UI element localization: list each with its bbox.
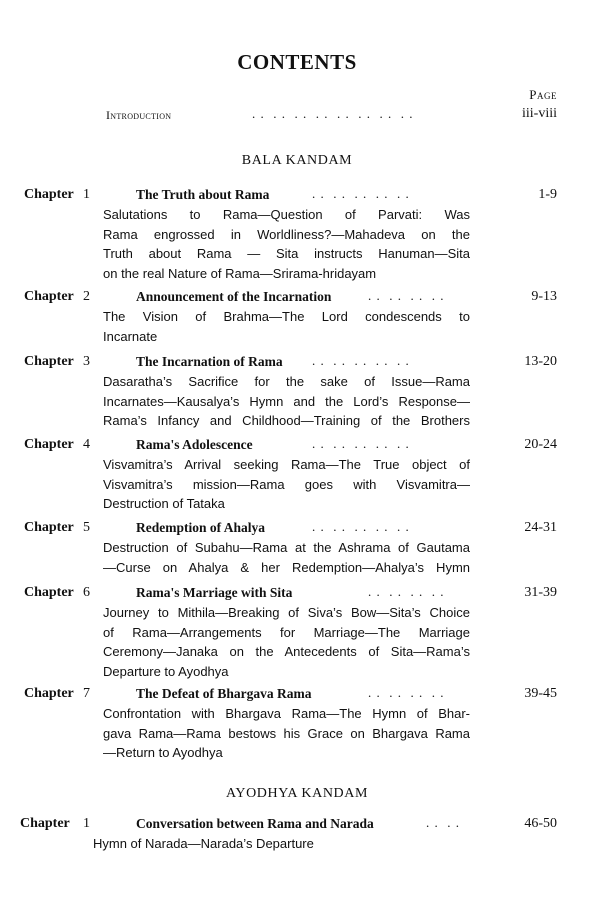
chapter-title: Rama's Adolescence [136,437,253,452]
chapter-description [103,455,470,514]
description-line: Journey to Mithila—Breaking of Siva’s Bow—Sita’s Choice [103,605,470,620]
chapter-description [103,538,470,577]
chapter-title: Redemption of Ahalya [136,520,266,535]
chapter-label: Chapter [24,187,74,202]
leader-dots: . . . . . . . . [368,288,445,303]
description-line: Truth about Rama — Sita instructs Hanuman—Sita [103,246,470,262]
chapter-label: Chapter [24,686,74,701]
description-line: Hymn of Narada—Narada’s Departure [93,836,314,851]
description-line: Rama’s Infancy and Childhood—Training of the Brothers [103,413,470,429]
description-line: on the real Nature of Rama—Srirama-hridayam [103,265,377,281]
leader-dots: . . . . . . . . [368,685,445,700]
chapter-number: 3 [83,354,90,369]
chapter-label: Chapter [24,354,74,369]
leader-dots: . . . . . . . . . . [312,519,410,534]
section-heading-bala-kandam: BALA KANDAM [241,153,353,168]
description-line: gava Rama—Rama bestows his Grace on Bhargava Rama [103,725,470,741]
chapter-description [103,704,470,763]
chapter-label: Chapter [24,289,74,304]
description-line: The Vision of Brahma—The Lord condescends to [103,309,470,324]
introduction-entry[interactable] [0,106,594,126]
description-line: Rama engrossed in Worldliness?—Mahadeva on the [103,226,470,242]
description-line: Visvamitra’s Arrival seeking Rama—The True object of [103,457,470,472]
leader-dots: . . . . [426,815,460,830]
description-line: Dasaratha’s Sacrifice for the sake of Issue—Rama [103,374,470,389]
chapter-number: 4 [83,437,90,452]
description-line: Ceremony—Janaka on the Antecedents of Sita—Rama’s [103,644,470,660]
page-title: CONTENTS [237,50,357,74]
chapter-title: Announcement of the Incarnation [136,289,332,304]
description-line: Departure to Ayodhya [103,663,229,679]
chapter-pages: 46-50 [524,816,557,831]
description-line: —Return to Ayodhya [103,745,223,761]
description-line: Destruction of Subahu—Rama at the Ashrama of Gautama [103,540,470,555]
chapter-title: The Defeat of Bhargava Rama [136,686,312,701]
chapter-number: 7 [83,686,90,701]
chapter-description [93,834,460,854]
chapter-title: Conversation between Rama and Narada [136,816,374,831]
chapter-description [103,205,470,283]
chapter-pages: 31-39 [524,585,557,600]
chapter-number: 1 [83,816,90,831]
chapter-number: 2 [83,289,90,304]
description-line: Incarnate [103,328,158,344]
chapter-title: Rama's Marriage with Sita [136,585,293,600]
chapter-description [103,372,470,431]
leader-dots: . . . . . . . . . . [312,436,410,451]
leader-dots: . . . . . . . . . . [312,353,410,368]
chapter-description [103,603,470,681]
leader-dots: . . . . . . . . . . [312,186,410,201]
chapter-number: 6 [83,585,90,600]
chapter-label: Chapter [24,437,74,452]
leader-dots: . . . . . . . . [368,584,445,599]
chapter-pages: 9-13 [531,289,557,304]
chapter-number: 1 [83,187,90,202]
description-line: Salutations to Rama—Question of Parvati: Was [103,207,470,222]
description-line: —Curse on Ahalya & her Redemption—Ahalya’s Hymn [103,559,470,575]
chapter-title: The Truth about Rama [136,187,270,202]
description-line: Destruction of Tataka [103,496,225,512]
chapter-pages: 1-9 [538,187,557,202]
description-line: Visvamitra’s mission—Rama goes with Visvamitra— [103,476,470,492]
section-heading-ayodhya-kandam: AYODHYA KANDAM [225,786,369,801]
chapter-pages: 39-45 [524,686,557,701]
introduction-pages: iii-viii [522,106,557,121]
chapter-title: The Incarnation of Rama [136,354,283,369]
chapter-label: Chapter [20,816,70,831]
page-column-label: Page [529,87,557,102]
chapter-description [103,307,470,346]
chapter-pages: 24-31 [524,520,557,535]
chapter-pages: 20-24 [524,437,557,452]
description-line: of Rama—Arrangements for Marriage—The Marriage [103,624,470,640]
leader-dots: . . . . . . . . . . . . . . . . [252,106,414,121]
chapter-label: Chapter [24,585,74,600]
description-line: Confrontation with Bhargava Rama—The Hymn of Bhar- [103,706,470,721]
description-line: Incarnates—Kausalya’s Hymn and the Lord’s Response— [103,393,470,409]
introduction-label: Introduction [106,108,172,122]
chapter-pages: 13-20 [524,354,557,369]
chapter-label: Chapter [24,520,74,535]
chapter-number: 5 [83,520,90,535]
